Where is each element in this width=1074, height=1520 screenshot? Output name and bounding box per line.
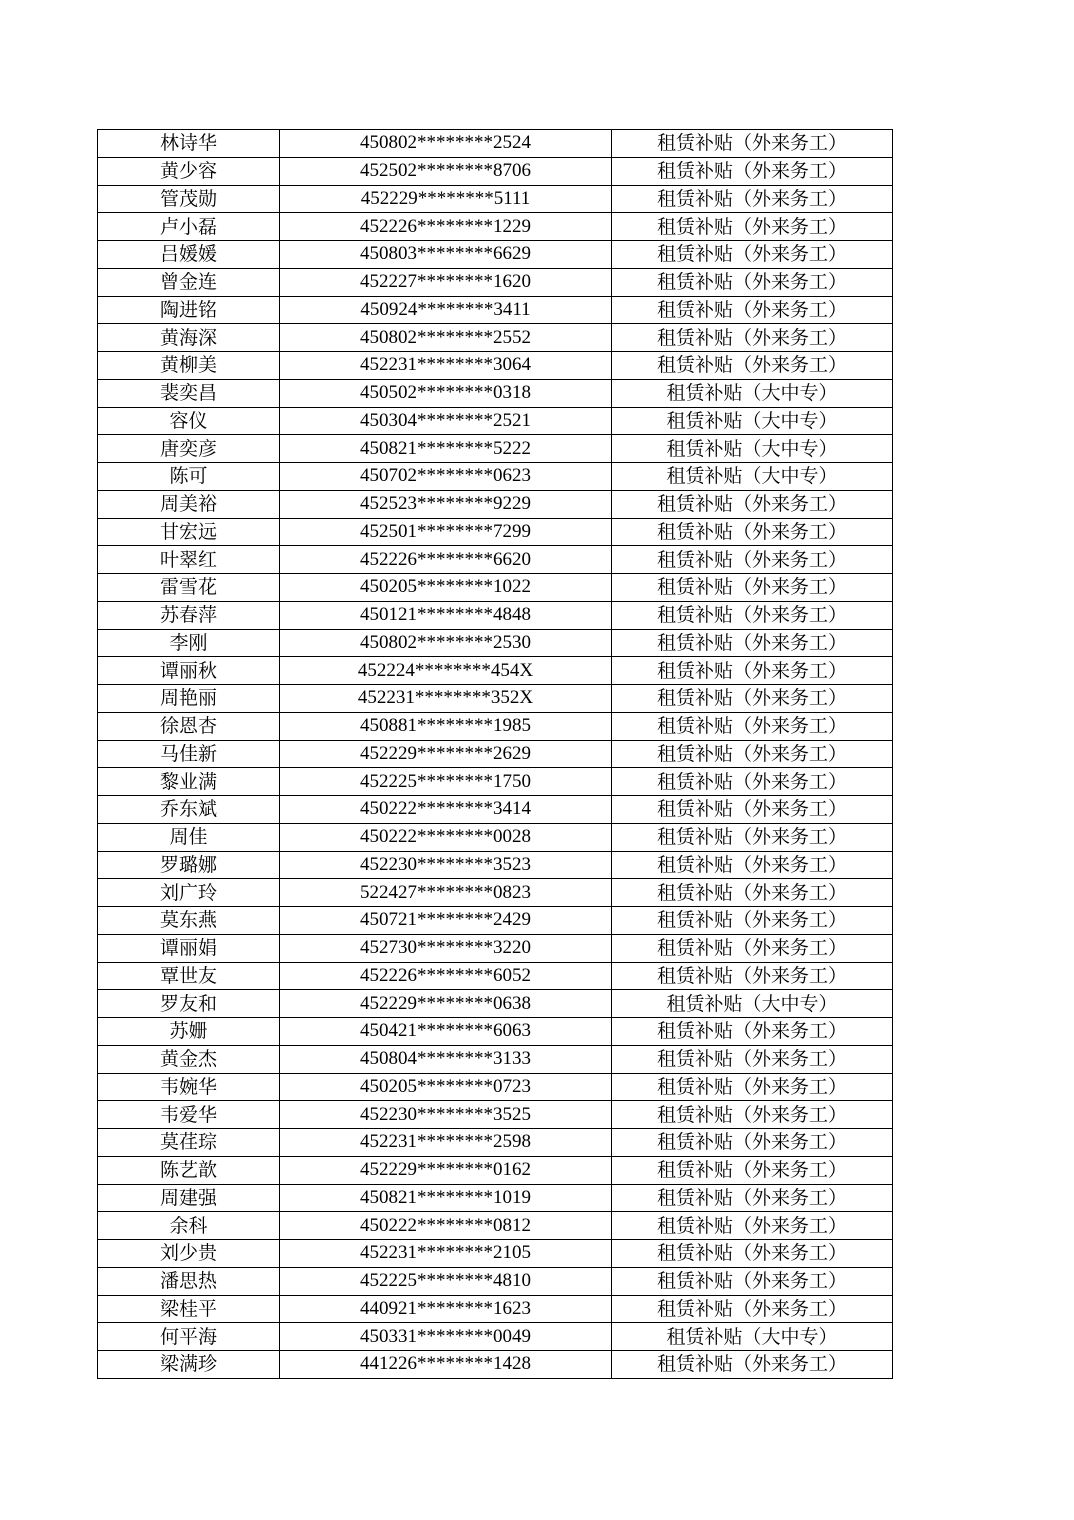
subsidy-type-cell: 租赁补贴（外来务工） xyxy=(612,1073,893,1101)
id-number-cell: 452226********1229 xyxy=(280,213,612,241)
id-number-cell: 452501********7299 xyxy=(280,518,612,546)
name-cell: 甘宏远 xyxy=(98,518,280,546)
name-cell: 林诗华 xyxy=(98,130,280,158)
subsidy-type-cell: 租赁补贴（外来务工） xyxy=(612,324,893,352)
name-cell: 罗友和 xyxy=(98,990,280,1018)
name-cell: 罗璐娜 xyxy=(98,851,280,879)
subsidy-type-cell: 租赁补贴（大中专） xyxy=(612,379,893,407)
name-cell: 曾金连 xyxy=(98,268,280,296)
table-row xyxy=(98,546,893,574)
id-number-cell: 452229********5111 xyxy=(280,185,612,213)
id-number-cell: 450205********1022 xyxy=(280,574,612,602)
subsidy-type-cell: 租赁补贴（外来务工） xyxy=(612,1184,893,1212)
id-number-cell: 450804********3133 xyxy=(280,1045,612,1073)
table-row xyxy=(98,1267,893,1295)
id-number-cell: 452226********6620 xyxy=(280,546,612,574)
id-number-cell: 452229********0638 xyxy=(280,990,612,1018)
subsidy-type-cell: 租赁补贴（外来务工） xyxy=(612,130,893,158)
subsidy-type-cell: 租赁补贴（外来务工） xyxy=(612,1240,893,1268)
id-number-cell: 450421********6063 xyxy=(280,1018,612,1046)
name-cell: 覃世友 xyxy=(98,962,280,990)
table-row xyxy=(98,629,893,657)
subsidy-type-cell: 租赁补贴（外来务工） xyxy=(612,629,893,657)
table-row xyxy=(98,768,893,796)
table-row xyxy=(98,712,893,740)
id-number-cell: 452230********3523 xyxy=(280,851,612,879)
subsidy-type-cell: 租赁补贴（外来务工） xyxy=(612,213,893,241)
name-cell: 周美裕 xyxy=(98,490,280,518)
id-number-cell: 452229********2629 xyxy=(280,740,612,768)
subsidy-type-cell: 租赁补贴（外来务工） xyxy=(612,1295,893,1323)
id-number-cell: 450881********1985 xyxy=(280,712,612,740)
subsidy-type-cell: 租赁补贴（外来务工） xyxy=(612,1212,893,1240)
name-cell: 梁满珍 xyxy=(98,1351,280,1379)
id-number-cell: 452226********6052 xyxy=(280,962,612,990)
table-row xyxy=(98,324,893,352)
table-row xyxy=(98,213,893,241)
id-number-cell: 452231********2598 xyxy=(280,1129,612,1157)
table-row xyxy=(98,1295,893,1323)
subsidy-type-cell: 租赁补贴（外来务工） xyxy=(612,740,893,768)
id-number-cell: 452231********2105 xyxy=(280,1240,612,1268)
id-number-cell: 450205********0723 xyxy=(280,1073,612,1101)
name-cell: 莫东燕 xyxy=(98,907,280,935)
table-row xyxy=(98,934,893,962)
table-row xyxy=(98,1212,893,1240)
id-number-cell: 452225********4810 xyxy=(280,1267,612,1295)
id-number-cell: 450502********0318 xyxy=(280,379,612,407)
table-row xyxy=(98,685,893,713)
id-number-cell: 450924********3411 xyxy=(280,296,612,324)
name-cell: 乔东斌 xyxy=(98,796,280,824)
name-cell: 黄金杰 xyxy=(98,1045,280,1073)
table-row xyxy=(98,352,893,380)
table-row xyxy=(98,379,893,407)
name-cell: 梁桂平 xyxy=(98,1295,280,1323)
subsidy-type-cell: 租赁补贴（外来务工） xyxy=(612,712,893,740)
name-cell: 黄少容 xyxy=(98,157,280,185)
subsidy-type-cell: 租赁补贴（外来务工） xyxy=(612,768,893,796)
name-cell: 徐恩杏 xyxy=(98,712,280,740)
subsidy-type-cell: 租赁补贴（外来务工） xyxy=(612,185,893,213)
id-number-cell: 452730********3220 xyxy=(280,934,612,962)
id-number-cell: 452231********3064 xyxy=(280,352,612,380)
id-number-cell: 450802********2524 xyxy=(280,130,612,158)
name-cell: 黄海深 xyxy=(98,324,280,352)
name-cell: 陈可 xyxy=(98,463,280,491)
id-number-cell: 450821********5222 xyxy=(280,435,612,463)
id-number-cell: 441226********1428 xyxy=(280,1351,612,1379)
name-cell: 李刚 xyxy=(98,629,280,657)
table-row xyxy=(98,1129,893,1157)
name-cell: 黎业满 xyxy=(98,768,280,796)
subsidy-type-cell: 租赁补贴（大中专） xyxy=(612,463,893,491)
id-number-cell: 452224********454X xyxy=(280,657,612,685)
id-number-cell: 450331********0049 xyxy=(280,1323,612,1351)
id-number-cell: 452225********1750 xyxy=(280,768,612,796)
name-cell: 刘少贵 xyxy=(98,1240,280,1268)
table-row xyxy=(98,1351,893,1379)
table-row xyxy=(98,1184,893,1212)
subsidy-type-cell: 租赁补贴（外来务工） xyxy=(612,268,893,296)
id-number-cell: 450222********0812 xyxy=(280,1212,612,1240)
subsidy-type-cell: 租赁补贴（大中专） xyxy=(612,435,893,463)
table-row xyxy=(98,1156,893,1184)
name-cell: 雷雪花 xyxy=(98,574,280,602)
subsidy-type-cell: 租赁补贴（大中专） xyxy=(612,1323,893,1351)
id-number-cell: 452231********352X xyxy=(280,685,612,713)
id-number-cell: 522427********0823 xyxy=(280,879,612,907)
name-cell: 裴奕昌 xyxy=(98,379,280,407)
subsidy-type-cell: 租赁补贴（大中专） xyxy=(612,407,893,435)
table-row xyxy=(98,241,893,269)
subsidy-type-cell: 租赁补贴（外来务工） xyxy=(612,546,893,574)
name-cell: 余科 xyxy=(98,1212,280,1240)
table-row xyxy=(98,518,893,546)
table-row xyxy=(98,823,893,851)
id-number-cell: 452230********3525 xyxy=(280,1101,612,1129)
table-row xyxy=(98,879,893,907)
name-cell: 黄柳美 xyxy=(98,352,280,380)
table-row xyxy=(98,740,893,768)
roster-body xyxy=(98,130,893,1379)
name-cell: 唐奕彦 xyxy=(98,435,280,463)
table-row xyxy=(98,907,893,935)
table-row xyxy=(98,1045,893,1073)
subsidy-type-cell: 租赁补贴（外来务工） xyxy=(612,879,893,907)
table-row xyxy=(98,1240,893,1268)
table-row xyxy=(98,435,893,463)
subsidy-type-cell: 租赁补贴（外来务工） xyxy=(612,1101,893,1129)
subsidy-type-cell: 租赁补贴（外来务工） xyxy=(612,934,893,962)
subsidy-type-cell: 租赁补贴（外来务工） xyxy=(612,1156,893,1184)
name-cell: 叶翠红 xyxy=(98,546,280,574)
subsidy-type-cell: 租赁补贴（外来务工） xyxy=(612,1018,893,1046)
id-number-cell: 452523********9229 xyxy=(280,490,612,518)
id-number-cell: 450121********4848 xyxy=(280,601,612,629)
id-number-cell: 450821********1019 xyxy=(280,1184,612,1212)
subsidy-type-cell: 租赁补贴（外来务工） xyxy=(612,685,893,713)
table-row xyxy=(98,796,893,824)
name-cell: 管茂勋 xyxy=(98,185,280,213)
id-number-cell: 450803********6629 xyxy=(280,241,612,269)
subsidy-type-cell: 租赁补贴（外来务工） xyxy=(612,157,893,185)
subsidy-type-cell: 租赁补贴（外来务工） xyxy=(612,657,893,685)
name-cell: 周艳丽 xyxy=(98,685,280,713)
subsidy-type-cell: 租赁补贴（外来务工） xyxy=(612,851,893,879)
table-row xyxy=(98,1323,893,1351)
subsidy-type-cell: 租赁补贴（外来务工） xyxy=(612,1267,893,1295)
subsidy-roster-table xyxy=(97,129,893,1379)
name-cell: 刘广玲 xyxy=(98,879,280,907)
table-row xyxy=(98,851,893,879)
table-row xyxy=(98,601,893,629)
id-number-cell: 450802********2530 xyxy=(280,629,612,657)
subsidy-type-cell: 租赁补贴（外来务工） xyxy=(612,574,893,602)
subsidy-type-cell: 租赁补贴（外来务工） xyxy=(612,962,893,990)
id-number-cell: 450222********0028 xyxy=(280,823,612,851)
name-cell: 吕媛媛 xyxy=(98,241,280,269)
id-number-cell: 450304********2521 xyxy=(280,407,612,435)
name-cell: 谭丽娟 xyxy=(98,934,280,962)
table-row xyxy=(98,268,893,296)
name-cell: 周佳 xyxy=(98,823,280,851)
subsidy-type-cell: 租赁补贴（外来务工） xyxy=(612,823,893,851)
name-cell: 马佳新 xyxy=(98,740,280,768)
name-cell: 谭丽秋 xyxy=(98,657,280,685)
name-cell: 陈艺歆 xyxy=(98,1156,280,1184)
table-row xyxy=(98,574,893,602)
id-number-cell: 452229********0162 xyxy=(280,1156,612,1184)
subsidy-type-cell: 租赁补贴（外来务工） xyxy=(612,796,893,824)
subsidy-type-cell: 租赁补贴（外来务工） xyxy=(612,241,893,269)
name-cell: 韦爱华 xyxy=(98,1101,280,1129)
subsidy-type-cell: 租赁补贴（外来务工） xyxy=(612,490,893,518)
id-number-cell: 450702********0623 xyxy=(280,463,612,491)
name-cell: 苏姗 xyxy=(98,1018,280,1046)
table-row xyxy=(98,1018,893,1046)
id-number-cell: 452502********8706 xyxy=(280,157,612,185)
id-number-cell: 450222********3414 xyxy=(280,796,612,824)
subsidy-type-cell: 租赁补贴（外来务工） xyxy=(612,296,893,324)
subsidy-type-cell: 租赁补贴（外来务工） xyxy=(612,518,893,546)
subsidy-type-cell: 租赁补贴（外来务工） xyxy=(612,1045,893,1073)
name-cell: 韦婉华 xyxy=(98,1073,280,1101)
subsidy-type-cell: 租赁补贴（外来务工） xyxy=(612,601,893,629)
id-number-cell: 450802********2552 xyxy=(280,324,612,352)
table-row xyxy=(98,1101,893,1129)
subsidy-type-cell: 租赁补贴（大中专） xyxy=(612,990,893,1018)
name-cell: 陶进铭 xyxy=(98,296,280,324)
table-row xyxy=(98,490,893,518)
subsidy-type-cell: 租赁补贴（外来务工） xyxy=(612,907,893,935)
table-row xyxy=(98,130,893,158)
table-row xyxy=(98,1073,893,1101)
name-cell: 苏春萍 xyxy=(98,601,280,629)
name-cell: 莫荏琮 xyxy=(98,1129,280,1157)
id-number-cell: 440921********1623 xyxy=(280,1295,612,1323)
name-cell: 潘思热 xyxy=(98,1267,280,1295)
table-row xyxy=(98,185,893,213)
subsidy-type-cell: 租赁补贴（外来务工） xyxy=(612,352,893,380)
table-row xyxy=(98,990,893,1018)
table-row xyxy=(98,296,893,324)
table-row xyxy=(98,407,893,435)
id-number-cell: 450721********2429 xyxy=(280,907,612,935)
name-cell: 容仪 xyxy=(98,407,280,435)
id-number-cell: 452227********1620 xyxy=(280,268,612,296)
subsidy-type-cell: 租赁补贴（外来务工） xyxy=(612,1351,893,1379)
table-row xyxy=(98,657,893,685)
table-row xyxy=(98,157,893,185)
name-cell: 卢小磊 xyxy=(98,213,280,241)
table-row xyxy=(98,463,893,491)
subsidy-type-cell: 租赁补贴（外来务工） xyxy=(612,1129,893,1157)
name-cell: 何平海 xyxy=(98,1323,280,1351)
table-row xyxy=(98,962,893,990)
name-cell: 周建强 xyxy=(98,1184,280,1212)
